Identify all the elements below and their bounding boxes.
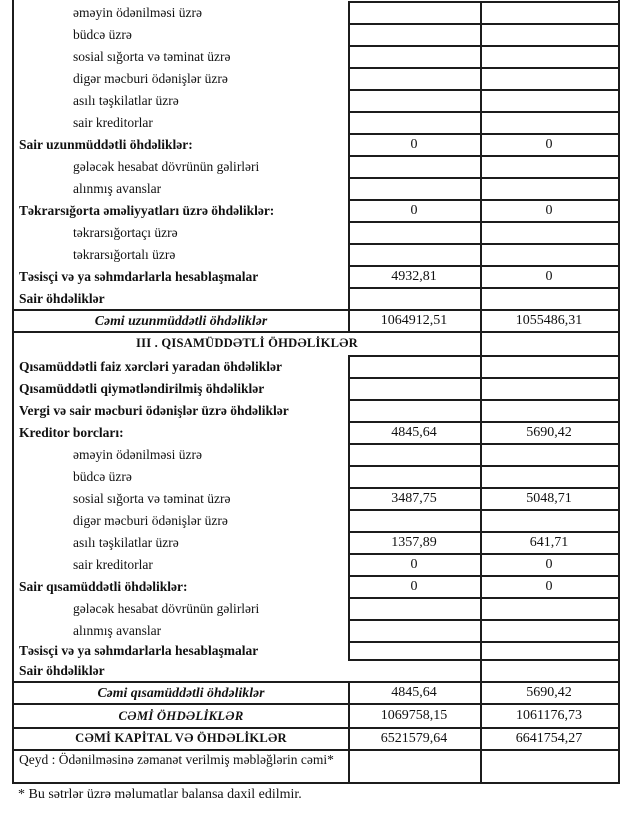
divider-line (348, 68, 350, 90)
divider-line (480, 310, 482, 332)
table-row (14, 68, 618, 90)
row-label: gələcək hesabat dövrünün gəlirləri (73, 600, 260, 616)
value-cell-col2: 641,71 (529, 535, 569, 550)
divider-line (480, 444, 482, 466)
value-cell-col1: 1064912,51 (380, 313, 448, 328)
value-cell-col1 (348, 400, 480, 422)
value-cell-col1 (348, 378, 480, 400)
divider-line (480, 682, 482, 704)
row-label: təkrarsığortaçı üzrə (73, 224, 178, 240)
row-label: asılı təşkilatlar üzrə (73, 92, 179, 108)
divider-line (348, 510, 350, 532)
divider-line (348, 576, 350, 598)
row-label: Qısamüddətli faiz xərcləri yaradan öhdəliklər (19, 358, 282, 374)
row-label: digər məcburi ödənişlər üzrə (73, 512, 228, 528)
row-label: CƏMİ KAPİTAL VƏ ÖHDƏLİKLƏR (75, 731, 287, 746)
divider-line (348, 200, 350, 222)
divider-line (348, 554, 350, 576)
row-label: Kreditor borcları: (19, 424, 124, 440)
divider-line (480, 400, 482, 422)
divider-line (348, 266, 350, 288)
row-label: Cəmi qısamüddətli öhdəliklər (97, 685, 265, 701)
table-row (14, 466, 618, 488)
row-label: Təkrarsığorta əməliyyatları üzrə öhdəliklər: (19, 202, 275, 218)
divider-line (480, 378, 482, 400)
table-row (14, 222, 618, 244)
table-row (14, 112, 618, 134)
row-label: sair kreditorlar (73, 556, 153, 572)
note-row (14, 750, 618, 782)
table-footnote: * Bu sətrlər üzrə məlumatlar balansa daxil edilmir. (18, 787, 302, 802)
divider-line (348, 728, 350, 750)
total-row (14, 704, 618, 728)
value-cell-col2 (480, 156, 618, 178)
value-cell-col2 (480, 356, 618, 378)
divider-line (480, 178, 482, 200)
divider-line (480, 2, 482, 24)
total-row (14, 682, 618, 704)
value-cell-col2 (480, 750, 618, 782)
value-cell-col2: 6641754,27 (515, 731, 583, 746)
row-label: büdcə üzrə (73, 26, 132, 42)
value-cell-col1: 0 (410, 203, 418, 218)
value-cell-col1: 4932,81 (391, 269, 437, 284)
divider-line (480, 750, 482, 782)
value-cell-col2 (480, 112, 618, 134)
row-label: asılı təşkilatlar üzrə (73, 534, 179, 550)
divider-line (348, 244, 350, 266)
row-label: Təsisçi və ya səhmdarlarla hesablaşmalar (19, 642, 259, 658)
value-cell-col1 (348, 68, 480, 90)
value-cell-col2 (480, 244, 618, 266)
divider-line (480, 660, 482, 682)
table-row (14, 356, 618, 378)
divider-line (480, 222, 482, 244)
divider-line (348, 24, 350, 46)
divider-line (348, 466, 350, 488)
divider-line (480, 112, 482, 134)
divider-line (480, 532, 482, 554)
value-cell-col1 (348, 24, 480, 46)
divider-line (480, 554, 482, 576)
table-row (14, 200, 618, 222)
value-cell-col1 (348, 244, 480, 266)
divider-line (480, 356, 482, 378)
value-cell-col2 (480, 400, 618, 422)
value-cell-col2 (480, 598, 618, 620)
divider-line (348, 444, 350, 466)
table-row (14, 378, 618, 400)
value-cell-col1: 3487,75 (391, 491, 437, 506)
value-cell-col2 (480, 2, 618, 24)
value-cell-col2: 5048,71 (526, 491, 572, 506)
divider-line (348, 46, 350, 68)
row-label: Cəmi uzunmüddətli öhdəliklər (94, 313, 268, 329)
value-cell-col1: 6521579,64 (380, 731, 448, 746)
divider-line (480, 134, 482, 156)
value-cell-col1: 0 (410, 137, 418, 152)
value-cell-col1 (348, 222, 480, 244)
value-cell-col1: 1357,89 (391, 535, 437, 550)
value-cell-col1 (348, 444, 480, 466)
value-cell-col2 (480, 642, 618, 660)
value-cell-col2 (480, 620, 618, 642)
table-row (14, 576, 618, 598)
section-header-row (14, 332, 618, 356)
divider-line (480, 466, 482, 488)
value-cell-col2 (480, 378, 618, 400)
value-cell-col1 (348, 642, 480, 660)
divider-line (480, 488, 482, 510)
value-cell-col1 (348, 332, 480, 356)
divider-line (480, 510, 482, 532)
value-cell-col1 (348, 112, 480, 134)
table-row (14, 488, 618, 510)
divider-line (480, 704, 482, 728)
table-row (14, 598, 618, 620)
table-row (14, 422, 618, 444)
row-label: Vergi və sair məcburi ödənişlər üzrə öhdəliklər (19, 402, 289, 418)
row-label: III . QISAMÜDDƏTLİ ÖHDƏLİKLƏR (136, 336, 358, 351)
table-row (14, 620, 618, 642)
row-label: gələcək hesabat dövrünün gəlirləri (73, 158, 260, 174)
divider-line (480, 422, 482, 444)
value-cell-col2: 1055486,31 (515, 313, 583, 328)
table-row (14, 554, 618, 576)
table-row (14, 532, 618, 554)
divider-line (348, 422, 350, 444)
total-row (14, 728, 618, 750)
divider-line (480, 46, 482, 68)
divider-line (480, 642, 482, 660)
table-row (14, 288, 618, 310)
divider-line (348, 2, 350, 24)
value-cell-col1 (348, 620, 480, 642)
divider-line (348, 288, 350, 310)
divider-line (480, 244, 482, 266)
divider-line (480, 332, 482, 356)
row-label: sosial sığorta və təminat üzrə (73, 490, 231, 506)
divider-line (348, 598, 350, 620)
value-cell-col2: 5690,42 (526, 685, 572, 700)
row-label: sosial sığorta və təminat üzrə (73, 48, 231, 64)
value-cell-col1 (348, 178, 480, 200)
table-row (14, 510, 618, 532)
table-row (14, 660, 618, 682)
divider-line (480, 728, 482, 750)
divider-line (480, 598, 482, 620)
value-cell-col2 (480, 24, 618, 46)
divider-line (480, 266, 482, 288)
value-cell-col1 (348, 2, 480, 24)
row-label: CƏMİ ÖHDƏLİKLƏR (118, 708, 244, 723)
value-cell-col2: 0 (545, 203, 553, 218)
value-cell-col2 (480, 222, 618, 244)
row-label: Sair öhdəliklər (19, 290, 105, 306)
divider-line (480, 288, 482, 310)
row-label: Qeyd : Ödənilməsinə zəmanət verilmiş məbləğlərin cəmi* (19, 752, 334, 767)
value-cell-col2: 0 (545, 137, 553, 152)
row-label: əməyin ödənilməsi üzrə (73, 4, 202, 20)
row-label: əməyin ödənilməsi üzrə (73, 446, 202, 462)
value-cell-col1 (348, 90, 480, 112)
divider-line (348, 134, 350, 156)
divider-line (480, 576, 482, 598)
value-cell-col2: 0 (545, 269, 553, 284)
divider-line (480, 90, 482, 112)
row-label: Qısamüddətli qiymətləndirilmiş öhdəliklər (19, 380, 265, 396)
divider-line (348, 178, 350, 200)
divider-line (348, 378, 350, 400)
table-row (14, 178, 618, 200)
row-label: təkrarsığortalı üzrə (73, 246, 176, 262)
value-cell-col2: 0 (545, 557, 553, 572)
divider-line (480, 68, 482, 90)
value-cell-col2 (480, 510, 618, 532)
value-cell-col1: 4845,64 (391, 425, 437, 440)
value-cell-col2 (480, 90, 618, 112)
row-label: alınmış avanslar (73, 180, 162, 196)
table-row (14, 244, 618, 266)
divider-line (348, 532, 350, 554)
row-label: digər məcburi ödənişlər üzrə (73, 70, 228, 86)
total-row (14, 310, 618, 332)
value-cell-col1 (348, 660, 480, 682)
value-cell-col2 (480, 178, 618, 200)
row-label: alınmış avanslar (73, 622, 162, 638)
value-cell-col2: 1061176,73 (516, 708, 582, 723)
table-row (14, 444, 618, 466)
value-cell-col1: 0 (410, 579, 418, 594)
value-cell-col2 (480, 444, 618, 466)
value-cell-col1 (348, 356, 480, 378)
value-cell-col1 (348, 510, 480, 532)
value-cell-col2 (480, 466, 618, 488)
value-cell-col2 (480, 68, 618, 90)
divider-line (348, 222, 350, 244)
divider-line (348, 310, 350, 332)
divider-line (348, 400, 350, 422)
value-cell-col1 (348, 466, 480, 488)
value-cell-col2 (480, 332, 618, 356)
row-label: Sair qısamüddətli öhdəliklər: (19, 578, 188, 594)
table-row (14, 266, 618, 288)
value-cell-col1: 0 (410, 557, 418, 572)
divider-line (348, 156, 350, 178)
table-row (14, 2, 618, 24)
divider-line (348, 682, 350, 704)
divider-line (348, 112, 350, 134)
divider-line (480, 156, 482, 178)
divider-line (348, 642, 350, 660)
table-row (14, 24, 618, 46)
divider-line (348, 90, 350, 112)
value-cell-col1 (348, 156, 480, 178)
value-cell-col2 (480, 660, 618, 682)
value-cell-col1: 4845,64 (391, 685, 437, 700)
row-label: sair kreditorlar (73, 114, 153, 130)
table-row (14, 134, 618, 156)
divider-line (348, 750, 350, 782)
table-row (14, 46, 618, 68)
divider-line (480, 24, 482, 46)
value-cell-col2: 5690,42 (526, 425, 572, 440)
value-cell-col2 (480, 46, 618, 68)
divider-line (348, 620, 350, 642)
divider-line (480, 200, 482, 222)
divider-line (348, 488, 350, 510)
row-label: Sair uzunmüddətli öhdəliklər: (19, 136, 193, 152)
value-cell-col1 (348, 750, 480, 782)
table-row (14, 642, 618, 660)
value-cell-col1 (348, 46, 480, 68)
value-cell-col1 (348, 598, 480, 620)
value-cell-col1 (348, 288, 480, 310)
balance-sheet-table (12, 0, 620, 784)
row-label: Təsisçi və ya səhmdarlarla hesablaşmalar (19, 268, 259, 284)
value-cell-col2 (480, 288, 618, 310)
divider-line (348, 356, 350, 378)
value-cell-col2: 0 (545, 579, 553, 594)
value-cell-col1: 1069758,15 (380, 708, 448, 723)
divider-line (480, 620, 482, 642)
table-row (14, 400, 618, 422)
table-row (14, 90, 618, 112)
row-label: Sair öhdəliklər (19, 662, 105, 678)
divider-line (348, 704, 350, 728)
row-label: büdcə üzrə (73, 468, 132, 484)
table-row (14, 156, 618, 178)
